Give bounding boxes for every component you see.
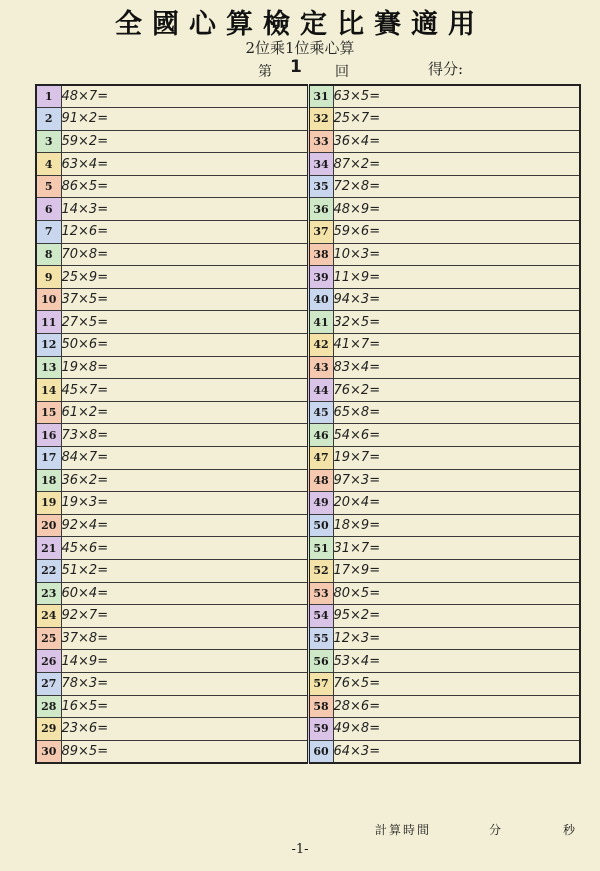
- table-row: [36, 175, 580, 198]
- problem-table: [35, 84, 581, 764]
- problem-expression: 70×8=: [61, 243, 308, 266]
- problem-number: 57: [308, 672, 333, 695]
- problem-number: 16: [36, 424, 61, 447]
- problem-expression: 63×4=: [61, 153, 308, 176]
- problem-number: 11: [36, 311, 61, 334]
- table-row: [36, 582, 580, 605]
- problem-expression: 84×7=: [61, 447, 308, 470]
- table-row: [36, 356, 580, 379]
- problem-number: 49: [308, 492, 333, 515]
- problem-expression: 37×8=: [61, 627, 308, 650]
- table-row: [36, 85, 580, 108]
- problem-number: 43: [308, 356, 333, 379]
- table-row: [36, 401, 580, 424]
- problem-expression: 28×6=: [333, 695, 580, 718]
- problem-number: 36: [308, 198, 333, 221]
- problem-expression: 63×5=: [333, 85, 580, 108]
- problem-expression: 12×6=: [61, 221, 308, 244]
- problem-expression: 65×8=: [333, 401, 580, 424]
- table-row: [36, 650, 580, 673]
- problem-expression: 41×7=: [333, 334, 580, 357]
- problem-expression: 23×6=: [61, 718, 308, 741]
- problem-number: 58: [308, 695, 333, 718]
- problem-expression: 53×4=: [333, 650, 580, 673]
- problem-expression: 64×3=: [333, 740, 580, 763]
- problem-expression: 60×4=: [61, 582, 308, 605]
- problem-expression: 37×5=: [61, 288, 308, 311]
- table-row: [36, 221, 580, 244]
- problem-expression: 48×9=: [333, 198, 580, 221]
- problem-number: 25: [36, 627, 61, 650]
- problem-number: 20: [36, 514, 61, 537]
- problem-expression: 48×7=: [61, 85, 308, 108]
- problem-expression: 92×7=: [61, 605, 308, 628]
- page-number: -1-: [291, 842, 309, 857]
- problem-number: 45: [308, 401, 333, 424]
- problem-number: 24: [36, 605, 61, 628]
- problem-number: 13: [36, 356, 61, 379]
- problem-expression: 31×7=: [333, 537, 580, 560]
- table-row: [36, 334, 580, 357]
- problem-number: 12: [36, 334, 61, 357]
- time-label: 計算時間: [375, 823, 432, 837]
- problem-number: 56: [308, 650, 333, 673]
- problem-expression: 72×8=: [333, 175, 580, 198]
- problem-number: 28: [36, 695, 61, 718]
- problem-number: 55: [308, 627, 333, 650]
- problem-number: 9: [36, 266, 61, 289]
- problem-expression: 54×6=: [333, 424, 580, 447]
- problem-expression: 92×4=: [61, 514, 308, 537]
- table-row: [36, 514, 580, 537]
- problem-expression: 89×5=: [61, 740, 308, 763]
- problem-number: 3: [36, 130, 61, 153]
- problem-number: 27: [36, 672, 61, 695]
- problem-expression: 95×2=: [333, 605, 580, 628]
- problem-number: 38: [308, 243, 333, 266]
- problem-number: 22: [36, 559, 61, 582]
- problem-number: 32: [308, 108, 333, 131]
- problem-number: 2: [36, 108, 61, 131]
- problem-expression: 73×8=: [61, 424, 308, 447]
- page-subtitle: 2位乘1位乘心算: [245, 39, 355, 57]
- problem-expression: 50×6=: [61, 334, 308, 357]
- problem-expression: 19×3=: [61, 492, 308, 515]
- table-row: [36, 672, 580, 695]
- problem-expression: 32×5=: [333, 311, 580, 334]
- problem-number: 19: [36, 492, 61, 515]
- problem-expression: 36×4=: [333, 130, 580, 153]
- problem-number: 30: [36, 740, 61, 763]
- table-row: [36, 130, 580, 153]
- problem-number: 23: [36, 582, 61, 605]
- round-number: 1: [290, 57, 302, 77]
- problem-number: 15: [36, 401, 61, 424]
- problem-number: 5: [36, 175, 61, 198]
- problem-expression: 78×3=: [61, 672, 308, 695]
- problem-expression: 14×3=: [61, 198, 308, 221]
- time-row: [0, 821, 600, 839]
- problem-number: 46: [308, 424, 333, 447]
- table-row: [36, 424, 580, 447]
- problem-number: 6: [36, 198, 61, 221]
- problem-expression: 45×6=: [61, 537, 308, 560]
- problem-expression: 27×5=: [61, 311, 308, 334]
- problem-number: 17: [36, 447, 61, 470]
- problem-expression: 14×9=: [61, 650, 308, 673]
- table-row: [36, 108, 580, 131]
- problem-expression: 49×8=: [333, 718, 580, 741]
- problem-number: 54: [308, 605, 333, 628]
- problem-number: 8: [36, 243, 61, 266]
- problem-expression: 80×5=: [333, 582, 580, 605]
- problem-expression: 83×4=: [333, 356, 580, 379]
- problem-number: 21: [36, 537, 61, 560]
- problem-number: 34: [308, 153, 333, 176]
- problem-expression: 18×9=: [333, 514, 580, 537]
- problem-expression: 87×2=: [333, 153, 580, 176]
- table-row: [36, 627, 580, 650]
- problem-expression: 10×3=: [333, 243, 580, 266]
- problem-number: 33: [308, 130, 333, 153]
- problem-expression: 59×2=: [61, 130, 308, 153]
- table-row: [36, 379, 580, 402]
- table-row: [36, 559, 580, 582]
- problem-number: 41: [308, 311, 333, 334]
- problem-number: 1: [36, 85, 61, 108]
- problem-number: 47: [308, 447, 333, 470]
- table-row: [36, 447, 580, 470]
- problem-number: 40: [308, 288, 333, 311]
- problem-number: 37: [308, 221, 333, 244]
- problem-number: 10: [36, 288, 61, 311]
- problem-number: 52: [308, 559, 333, 582]
- problem-number: 60: [308, 740, 333, 763]
- problem-number: 44: [308, 379, 333, 402]
- table-row: [36, 266, 580, 289]
- page-title: 全國心算檢定比賽適用: [115, 9, 485, 40]
- problem-expression: 94×3=: [333, 288, 580, 311]
- problem-expression: 86×5=: [61, 175, 308, 198]
- minutes-label: 分: [489, 823, 502, 837]
- table-row: [36, 288, 580, 311]
- problem-expression: 16×5=: [61, 695, 308, 718]
- problem-expression: 20×4=: [333, 492, 580, 515]
- round-label: 第: [258, 64, 272, 80]
- problem-expression: 19×8=: [61, 356, 308, 379]
- problem-number: 59: [308, 718, 333, 741]
- problem-expression: 97×3=: [333, 469, 580, 492]
- problem-expression: 59×6=: [333, 221, 580, 244]
- problem-expression: 61×2=: [61, 401, 308, 424]
- problem-expression: 25×9=: [61, 266, 308, 289]
- problem-number: 14: [36, 379, 61, 402]
- problem-expression: 76×2=: [333, 379, 580, 402]
- problem-expression: 11×9=: [333, 266, 580, 289]
- problem-expression: 25×7=: [333, 108, 580, 131]
- table-row: [36, 537, 580, 560]
- problem-expression: 45×7=: [61, 379, 308, 402]
- problem-number: 7: [36, 221, 61, 244]
- problem-expression: 91×2=: [61, 108, 308, 131]
- problem-number: 26: [36, 650, 61, 673]
- problem-number: 42: [308, 334, 333, 357]
- problem-number: 35: [308, 175, 333, 198]
- table-row: [36, 243, 580, 266]
- problem-number: 48: [308, 469, 333, 492]
- problem-number: 51: [308, 537, 333, 560]
- problem-number: 50: [308, 514, 333, 537]
- table-row: [36, 695, 580, 718]
- problem-number: 39: [308, 266, 333, 289]
- round-score-row: [0, 58, 600, 80]
- table-row: [36, 605, 580, 628]
- problem-expression: 36×2=: [61, 469, 308, 492]
- problem-number: 53: [308, 582, 333, 605]
- problem-expression: 76×5=: [333, 672, 580, 695]
- round-unit: 回: [335, 64, 349, 80]
- problem-expression: 12×3=: [333, 627, 580, 650]
- problem-number: 18: [36, 469, 61, 492]
- table-row: [36, 311, 580, 334]
- table-row: [36, 469, 580, 492]
- table-row: [36, 740, 580, 763]
- problem-expression: 19×7=: [333, 447, 580, 470]
- score-label: 得分:: [428, 60, 464, 78]
- table-row: [36, 198, 580, 221]
- problem-expression: 17×9=: [333, 559, 580, 582]
- table-row: [36, 153, 580, 176]
- seconds-label: 秒: [563, 823, 576, 837]
- problem-number: 4: [36, 153, 61, 176]
- problem-number: 31: [308, 85, 333, 108]
- problem-expression: 51×2=: [61, 559, 308, 582]
- table-row: [36, 718, 580, 741]
- table-row: [36, 492, 580, 515]
- problem-number: 29: [36, 718, 61, 741]
